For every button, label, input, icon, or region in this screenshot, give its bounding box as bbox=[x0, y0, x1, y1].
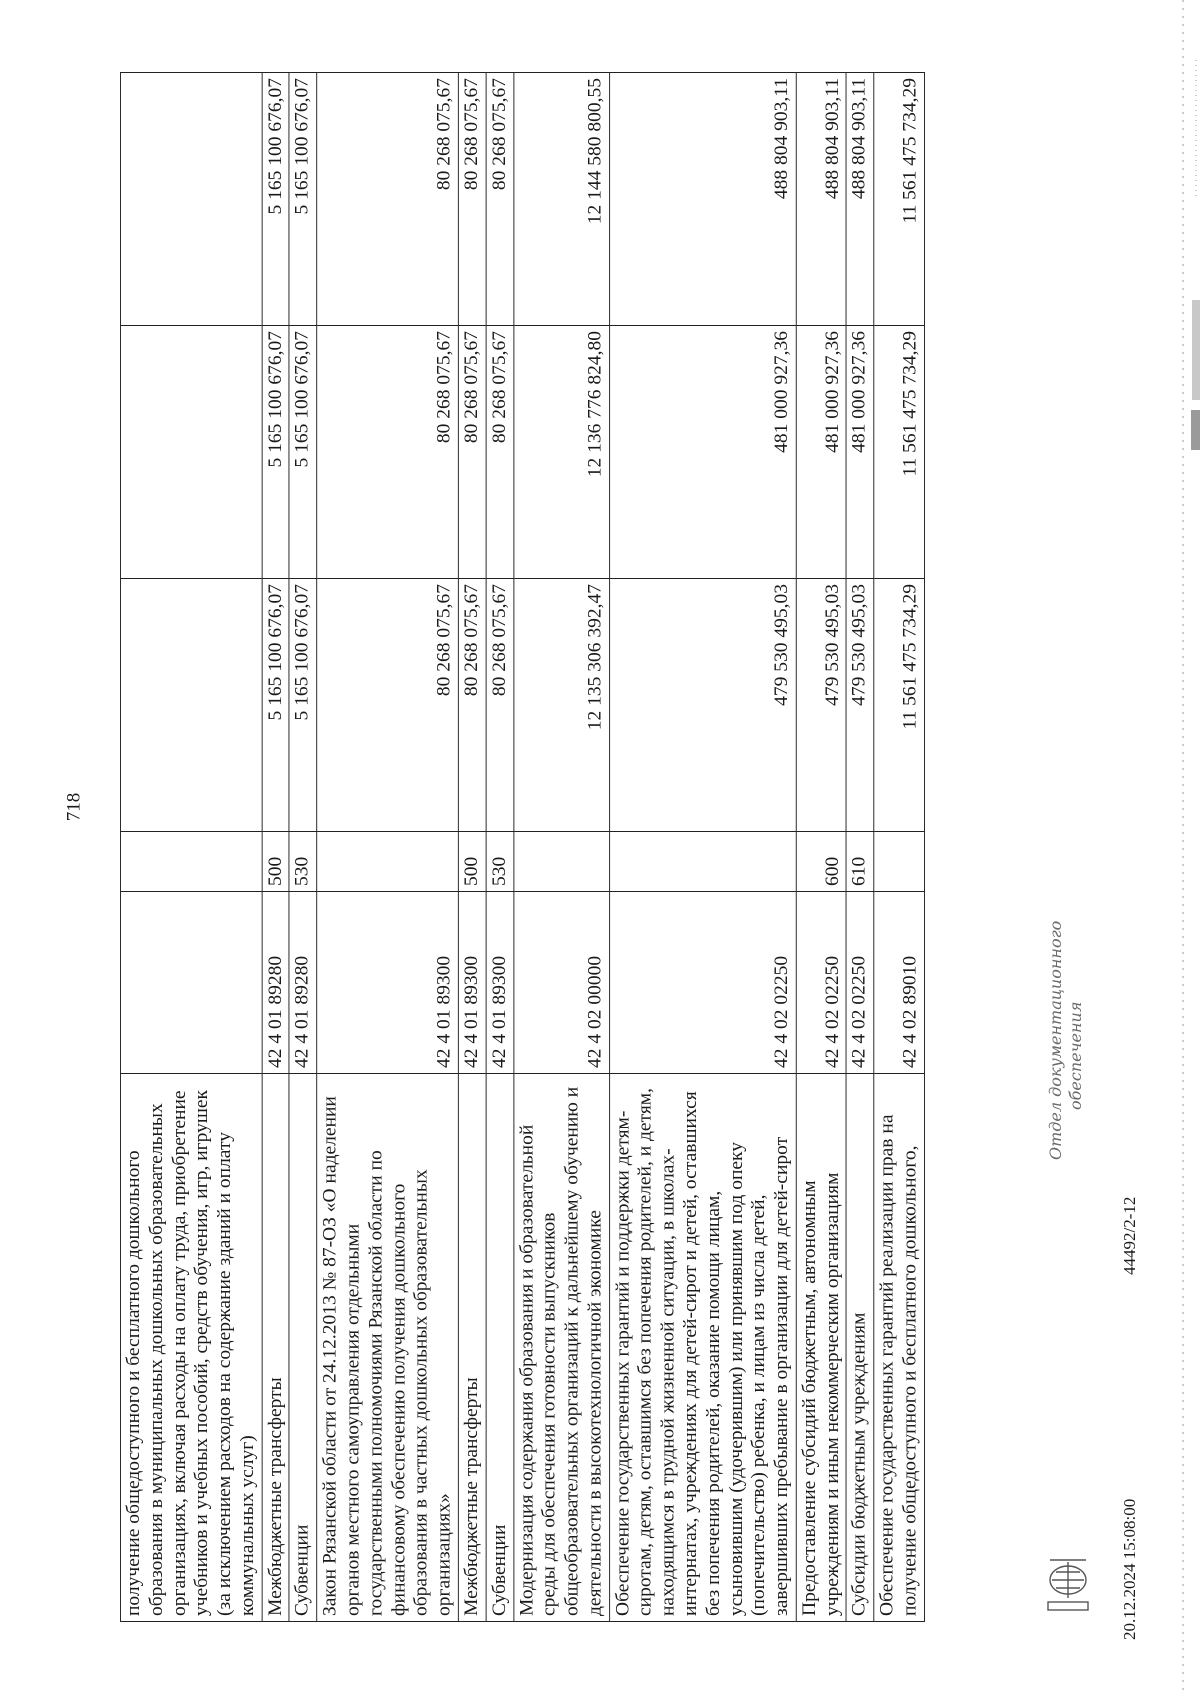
row-amount-2027-cell: 80 268 075,67 bbox=[486, 73, 514, 326]
row-amount-2025-cell: 80 268 075,67 bbox=[486, 579, 514, 832]
row-name-cell: Обеспечение государственных гарантий и поддержки детям-сиротам, детям, оставшимся без попечения родителей, и детям, находящимся в трудной жизненной ситуации, в школах-интернатах, учреждениях для детей-сирот и детей, оставшихся без попечения родителей, оказание помощи лицам, усыновившим (удочерившим) или принявшим под опеку (попечительство) ребенка, и лицам из числа детей, завершивших пребывание в организации для детей-сирот bbox=[609, 1074, 796, 1622]
row-expense-type-cell: 530 bbox=[486, 832, 514, 892]
row-amount-2027-cell: 80 268 075,67 bbox=[458, 73, 486, 326]
row-amount-2025-cell: 80 268 075,67 bbox=[458, 579, 486, 832]
row-code-cell: 42 4 02 02250 bbox=[846, 892, 874, 1074]
row-amount-2027-cell: 11 561 475 734,29 bbox=[874, 73, 924, 326]
budget-table-rotated bbox=[120, 72, 972, 1622]
row-amount-2026-cell: 12 136 776 824,80 bbox=[513, 326, 609, 579]
row-expense-type-cell: 530 bbox=[289, 832, 317, 892]
footer-doc-code: 44492/2-12 bbox=[1120, 1196, 1139, 1275]
row-name-cell: Модернизация содержания образования и образовательной среды для обеспечения готовности выпускников общеобразовательных организаций к дальнейшему обучению и деятельности в высокотехнологичной экономике bbox=[513, 1074, 609, 1622]
row-amount-2027-cell: 12 144 580 800,55 bbox=[513, 73, 609, 326]
row-code-cell: 42 4 01 89300 bbox=[458, 892, 486, 1074]
table-row bbox=[874, 73, 924, 1622]
stamp-line-1: Отдел документационного bbox=[1046, 920, 1065, 1160]
row-amount-2027-cell bbox=[120, 73, 261, 326]
table-row bbox=[513, 73, 609, 1622]
footer-timestamp: 20.12.2024 15:08:00 bbox=[1120, 1498, 1139, 1640]
row-expense-type-cell: 610 bbox=[846, 832, 874, 892]
page-number: 718 bbox=[63, 792, 85, 822]
row-amount-2025-cell: 5 165 100 676,07 bbox=[289, 579, 317, 832]
table-row bbox=[796, 73, 846, 1622]
row-amount-2025-cell: 5 165 100 676,07 bbox=[262, 579, 290, 832]
stamp-line-2: обеспечения bbox=[1066, 1001, 1085, 1110]
row-name-cell: получение общедоступного и бесплатного дошкольного образования в муниципальных дошкольных образовательных организациях, включая расходы на оплату труда, приобретение учебников и учебных пособий, средств обучения, игр, игрушек (за исключением расходов на содержание зданий и оплату коммунальных услуг) bbox=[120, 1074, 261, 1622]
table-row bbox=[317, 73, 458, 1622]
table-row bbox=[120, 73, 261, 1622]
row-expense-type-cell bbox=[874, 832, 924, 892]
row-code-cell: 42 4 01 89300 bbox=[486, 892, 514, 1074]
row-name-cell: Субсидии бюджетным учреждениям bbox=[846, 1074, 874, 1622]
row-expense-type-cell: 500 bbox=[262, 832, 290, 892]
row-name-cell: Обеспечение государственных гарантий реализации прав на получение общедоступного и бесплатного дошкольного, bbox=[874, 1074, 924, 1622]
table-row bbox=[289, 73, 317, 1622]
row-expense-type-cell: 500 bbox=[458, 832, 486, 892]
row-code-cell: 42 4 01 89280 bbox=[262, 892, 290, 1074]
row-amount-2025-cell bbox=[120, 579, 261, 832]
row-name-cell: Межбюджетные трансферты bbox=[458, 1074, 486, 1622]
row-amount-2026-cell: 5 165 100 676,07 bbox=[262, 326, 290, 579]
row-amount-2027-cell: 488 804 903,11 bbox=[609, 73, 796, 326]
budget-table bbox=[120, 72, 925, 1622]
row-amount-2025-cell: 11 561 475 734,29 bbox=[874, 579, 924, 832]
row-code-cell: 42 4 01 89280 bbox=[289, 892, 317, 1074]
scan-edge-marks bbox=[1180, 0, 1200, 1695]
row-amount-2026-cell: 481 000 927,36 bbox=[846, 326, 874, 579]
row-amount-2026-cell: 481 000 927,36 bbox=[796, 326, 846, 579]
row-amount-2026-cell bbox=[120, 326, 261, 579]
row-amount-2026-cell: 5 165 100 676,07 bbox=[289, 326, 317, 579]
row-amount-2025-cell: 80 268 075,67 bbox=[317, 579, 458, 832]
row-amount-2026-cell: 80 268 075,67 bbox=[486, 326, 514, 579]
row-code-cell: 42 4 01 89300 bbox=[317, 892, 458, 1074]
row-amount-2027-cell: 488 804 903,11 bbox=[846, 73, 874, 326]
row-amount-2027-cell: 5 165 100 676,07 bbox=[262, 73, 290, 326]
table-row bbox=[262, 73, 290, 1622]
row-expense-type-cell bbox=[609, 832, 796, 892]
row-code-cell: 42 4 02 00000 bbox=[513, 892, 609, 1074]
table-row bbox=[609, 73, 796, 1622]
row-name-cell: Предоставление субсидий бюджетным, автономным учреждениям и иным некоммерческим организациям bbox=[796, 1074, 846, 1622]
row-name-cell: Закон Рязанской области от 24.12.2013 № 87-ОЗ «О наделении органов местного самоуправления отдельными государственными полномочиями Рязанской области по финансовому обеспечению получения дошкольного образования в частных дошкольных образовательных организациях» bbox=[317, 1074, 458, 1622]
row-expense-type-cell bbox=[120, 832, 261, 892]
row-expense-type-cell: 600 bbox=[796, 832, 846, 892]
table-row bbox=[458, 73, 486, 1622]
row-amount-2025-cell: 12 135 306 392,47 bbox=[513, 579, 609, 832]
coat-of-arms-logo bbox=[1040, 1540, 1096, 1620]
row-amount-2027-cell: 5 165 100 676,07 bbox=[289, 73, 317, 326]
row-expense-type-cell bbox=[317, 832, 458, 892]
table-body bbox=[120, 73, 924, 1622]
row-amount-2025-cell: 479 530 495,03 bbox=[609, 579, 796, 832]
row-amount-2026-cell: 11 561 475 734,29 bbox=[874, 326, 924, 579]
row-amount-2025-cell: 479 530 495,03 bbox=[846, 579, 874, 832]
row-amount-2027-cell: 488 804 903,11 bbox=[796, 73, 846, 326]
row-name-cell: Субвенции bbox=[289, 1074, 317, 1622]
row-amount-2025-cell: 479 530 495,03 bbox=[796, 579, 846, 832]
row-amount-2027-cell: 80 268 075,67 bbox=[317, 73, 458, 326]
row-code-cell: 42 4 02 02250 bbox=[609, 892, 796, 1074]
row-name-cell: Субвенции bbox=[486, 1074, 514, 1622]
row-expense-type-cell bbox=[513, 832, 609, 892]
row-amount-2026-cell: 80 268 075,67 bbox=[317, 326, 458, 579]
row-code-cell bbox=[120, 892, 261, 1074]
table-row bbox=[846, 73, 874, 1622]
row-code-cell: 42 4 02 02250 bbox=[796, 892, 846, 1074]
table-row bbox=[486, 73, 514, 1622]
row-amount-2026-cell: 80 268 075,67 bbox=[458, 326, 486, 579]
row-name-cell: Межбюджетные трансферты bbox=[262, 1074, 290, 1622]
row-code-cell: 42 4 02 89010 bbox=[874, 892, 924, 1074]
row-amount-2026-cell: 481 000 927,36 bbox=[609, 326, 796, 579]
